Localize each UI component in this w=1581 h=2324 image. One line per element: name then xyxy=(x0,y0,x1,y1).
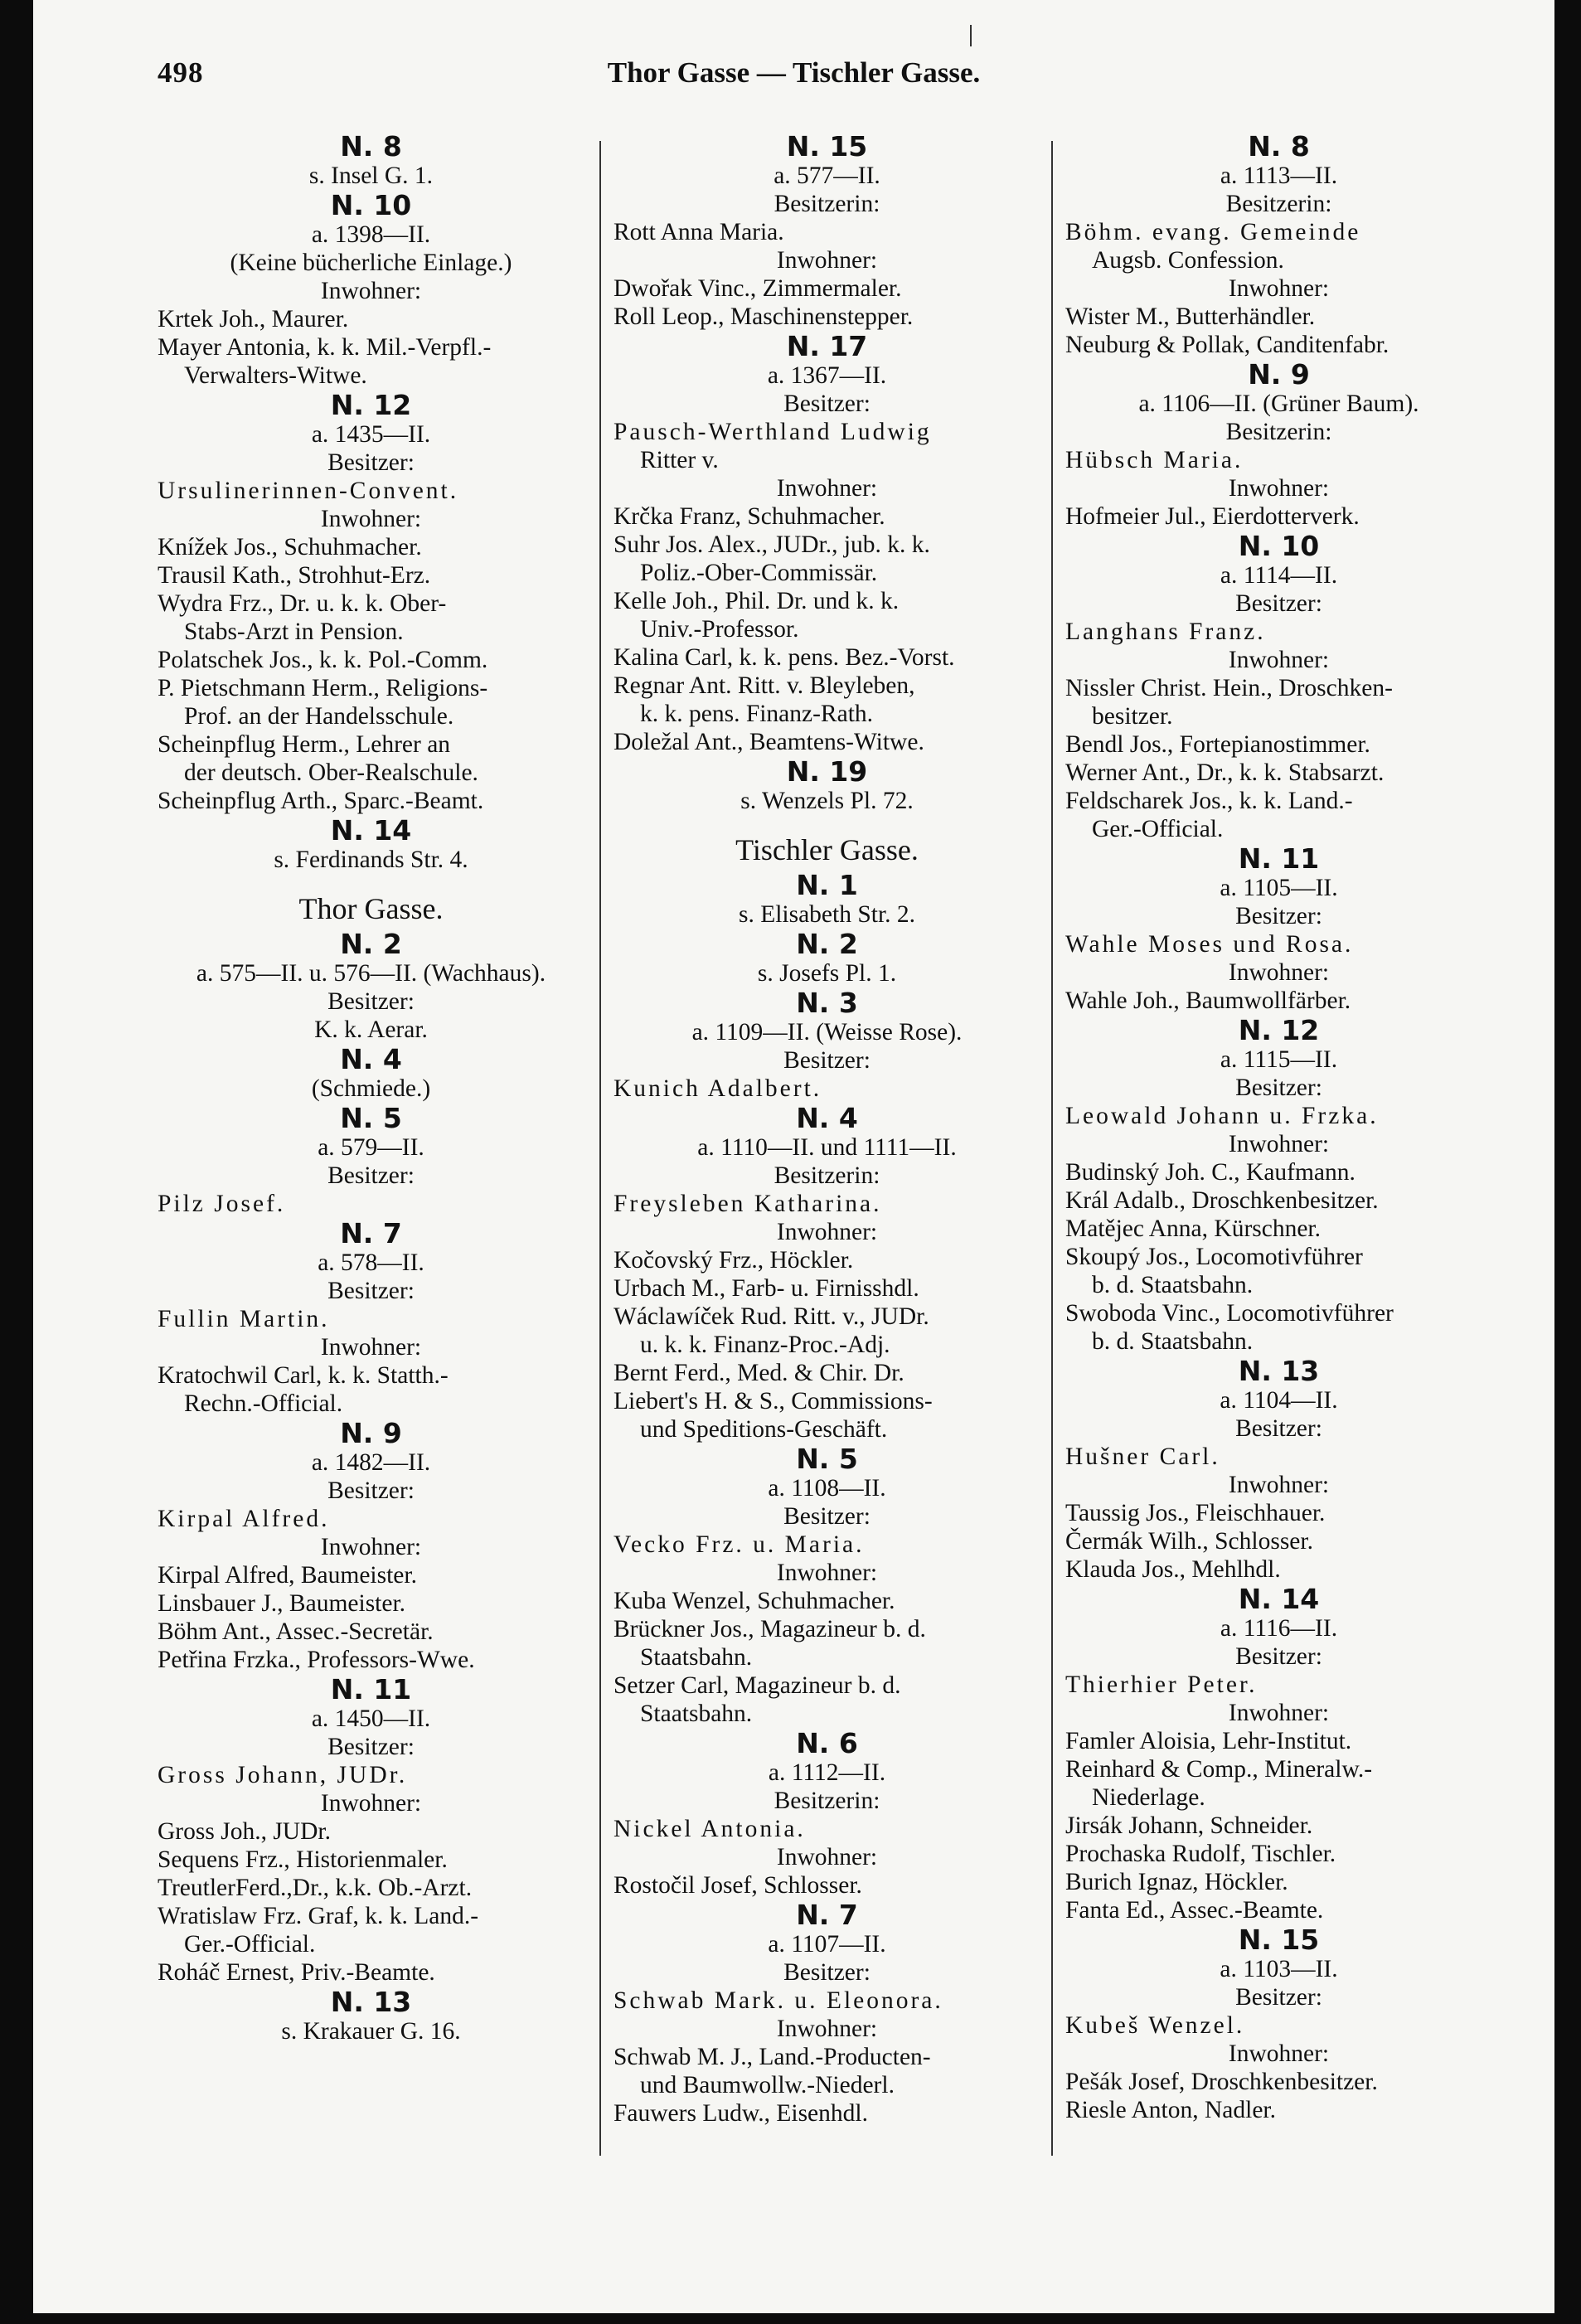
resident-entry: Wydra Frz., Dr. u. k. k. Ober- xyxy=(158,590,447,617)
resident-entry: Regnar Ant. Ritt. v. Bleyleben, xyxy=(613,672,915,699)
address-note: a. 1107—II. xyxy=(768,1931,886,1958)
address-note: a. 1367—II. xyxy=(767,362,887,389)
role-heading: Besitzer: xyxy=(1235,903,1322,929)
resident-entry: Setzer Carl, Magazineur b. d. xyxy=(613,1672,901,1699)
house-number xyxy=(1065,1585,1492,1614)
resident-entry: Klauda Jos., Mehlhdl. xyxy=(1065,1556,1281,1583)
address-note: a. 1105—II. xyxy=(1220,875,1338,901)
column-divider xyxy=(599,141,601,2156)
column-divider xyxy=(1051,141,1053,2156)
house-number-text: N. 3 xyxy=(796,987,858,1019)
house-number xyxy=(1065,842,1492,875)
resident-entry: Dwořak Vinc., Zimmermaler. xyxy=(613,275,902,302)
address-note: s. Elisabeth Str. 2. xyxy=(738,901,916,928)
resident-entry: Čermák Wilh., Schlosser. xyxy=(1065,1528,1313,1555)
resident-entry: Rostočil Josef, Schlosser. xyxy=(613,1872,862,1899)
resident-entry: Riesle Anton, Nadler. xyxy=(1065,2097,1276,2123)
house-number xyxy=(1065,532,1492,561)
owner-name: Kubeš Wenzel. xyxy=(1065,2012,1245,2039)
role-heading: Besitzer: xyxy=(783,1503,871,1530)
owner-name: Gross Johann, JUDr. xyxy=(158,1762,408,1788)
house-number-text: N. 15 xyxy=(1238,1924,1320,1956)
house-number-text: N. 14 xyxy=(1238,1583,1320,1615)
resident-entry: Schwab M. J., Land.-Producten- xyxy=(613,2044,931,2070)
resident-entry: Fauwers Ludw., Eisenhdl. xyxy=(613,2100,868,2127)
running-title: Thor Gasse — Tischler Gasse. xyxy=(607,56,981,89)
entry-continuation: Ger.-Official. xyxy=(1092,816,1224,842)
address-note: s. Wenzels Pl. 72. xyxy=(740,788,914,814)
house-number xyxy=(613,1104,1040,1133)
address-note: a. 1116—II. xyxy=(1220,1615,1338,1642)
role-heading: Besitzer: xyxy=(327,1278,415,1304)
resident-entry: Petřina Frzka., Professors-Wwe. xyxy=(158,1647,475,1673)
resident-entry: Gross Joh., JUDr. xyxy=(158,1818,331,1845)
resident-entry: Skoupý Jos., Locomotivführer xyxy=(1065,1244,1363,1270)
address-note: a. 1398—II. xyxy=(311,221,431,248)
resident-entry: Matějec Anna, Kürschner. xyxy=(1065,1215,1322,1242)
address-note: a. 1109—II. (Weisse Rose). xyxy=(691,1019,963,1046)
column-1 xyxy=(158,131,584,2045)
role-heading: Besitzer: xyxy=(783,391,871,417)
house-number-text: N. 10 xyxy=(1238,530,1320,562)
resident-entry: Wáclawíček Rud. Ritt. v., JUDr. xyxy=(613,1303,929,1330)
owner-name: Kunich Adalbert. xyxy=(613,1075,822,1102)
resident-entry: Linsbauer J., Baumeister. xyxy=(158,1590,406,1617)
role-heading: Inwohner: xyxy=(776,1844,878,1870)
house-number xyxy=(613,1727,1040,1759)
role-heading: Inwohner: xyxy=(320,1790,422,1817)
page-mark xyxy=(970,25,972,46)
house-number xyxy=(613,755,1040,788)
house-number xyxy=(158,930,584,959)
owner-name: Wahle Moses und Rosa. xyxy=(1065,931,1354,958)
house-number-text: N. 11 xyxy=(1238,842,1320,875)
role-heading: Besitzer: xyxy=(1235,1643,1322,1670)
owner-name: Langhans Franz. xyxy=(1065,619,1266,645)
resident-entry: Krtek Joh., Maurer. xyxy=(158,306,349,332)
resident-entry: Werner Ant., Dr., k. k. Stabsarzt. xyxy=(1065,759,1385,786)
role-heading: Inwohner: xyxy=(1228,959,1330,986)
resident-entry: Liebert's H. & S., Commissions- xyxy=(613,1388,933,1414)
entry-continuation: Verwalters-Witwe. xyxy=(184,362,367,389)
role-heading: Besitzer: xyxy=(783,1047,871,1074)
house-number-text: N. 5 xyxy=(340,1102,402,1134)
house-number xyxy=(613,871,1040,900)
role-heading: Besitzer: xyxy=(1235,1075,1322,1101)
owner-name: Pilz Josef. xyxy=(158,1191,286,1217)
resident-entry: Böhm Ant., Assec.-Secretär. xyxy=(158,1618,434,1645)
entry-continuation: Niederlage. xyxy=(1092,1784,1205,1811)
role-heading: Besitzer: xyxy=(1235,1415,1322,1442)
owner-name: Fullin Martin. xyxy=(158,1306,330,1332)
house-number xyxy=(1065,1357,1492,1386)
resident-entry: Kalina Carl, k. k. pens. Bez.-Vorst. xyxy=(613,644,955,671)
house-number-text: N. 9 xyxy=(1248,358,1310,391)
entry-continuation: der deutsch. Ober-Realschule. xyxy=(184,759,478,786)
resident-entry: Mayer Antonia, k. k. Mil.-Verpfl.- xyxy=(158,334,492,361)
house-number xyxy=(613,989,1040,1018)
house-number xyxy=(1065,130,1492,163)
house-number xyxy=(1065,358,1492,391)
resident-entry: Wister M., Butterhändler. xyxy=(1065,303,1316,330)
address-note: a. 578—II. xyxy=(318,1249,424,1276)
entry-continuation: Prof. an der Handelsschule. xyxy=(184,703,454,730)
role-heading: Inwohner: xyxy=(776,247,878,274)
owner-name: Thierhier Peter. xyxy=(1065,1671,1258,1698)
entry-continuation: u. k. k. Finanz-Proc.-Adj. xyxy=(640,1332,890,1358)
house-number xyxy=(158,1043,584,1075)
resident-entry: Neuburg & Pollak, Canditenfabr. xyxy=(1065,332,1389,358)
column-3 xyxy=(1065,131,1492,2124)
house-number-text: N. 4 xyxy=(340,1043,402,1075)
page-header xyxy=(33,56,1554,106)
role-heading: Besitzer: xyxy=(783,1959,871,1986)
address-note: (Schmiede.) xyxy=(311,1075,431,1102)
house-number-text: N. 8 xyxy=(1248,130,1310,163)
address-note: a. 577—II. xyxy=(774,163,880,189)
house-number-text: N. 6 xyxy=(796,1727,858,1759)
house-number xyxy=(613,130,1040,163)
house-number-text: N. 13 xyxy=(330,1986,412,2018)
resident-entry: Wratislaw Frz. Graf, k. k. Land.- xyxy=(158,1903,479,1929)
role-heading: Besitzer: xyxy=(327,449,415,476)
address-note: a. 1112—II. xyxy=(768,1759,886,1786)
role-heading: Inwohner: xyxy=(320,278,422,304)
role-heading: Besitzerin: xyxy=(774,1162,880,1189)
house-number-text: N. 17 xyxy=(786,330,868,362)
resident-entry: Prochaska Rudolf, Tischler. xyxy=(1065,1841,1336,1867)
owner-name: Kirpal Alfred. xyxy=(158,1506,330,1532)
resident-entry: Král Adalb., Droschkenbesitzer. xyxy=(1065,1187,1379,1214)
house-number xyxy=(613,930,1040,959)
house-number-text: N. 11 xyxy=(330,1673,412,1705)
role-heading: Besitzerin: xyxy=(774,191,880,217)
page-number: 498 xyxy=(158,56,204,89)
owner-name: Vecko Frz. u. Maria. xyxy=(613,1531,865,1558)
address-note: a. 1482—II. xyxy=(311,1449,431,1476)
house-number-text: N. 2 xyxy=(796,928,858,960)
role-heading: Besitzerin: xyxy=(1225,419,1332,445)
resident-entry: Sequens Frz., Historienmaler. xyxy=(158,1846,448,1873)
address-note: a. 1115—II. xyxy=(1220,1046,1338,1073)
role-heading: Inwohner: xyxy=(776,1560,878,1586)
address-note: a. 575—II. u. 576—II. (Wachhaus). xyxy=(196,960,546,987)
owner-name: Freysleben Katharina. xyxy=(613,1191,882,1217)
address-note: a. 1450—II. xyxy=(311,1705,431,1732)
resident-entry: P. Pietschmann Herm., Religions- xyxy=(158,675,488,701)
resident-entry: Famler Aloisia, Lehr-Institut. xyxy=(1065,1728,1352,1754)
house-number xyxy=(613,1901,1040,1930)
entry-continuation: Augsb. Confession. xyxy=(1092,247,1284,274)
role-heading: Besitzer: xyxy=(327,1162,415,1189)
resident-entry: Polatschek Jos., k. k. Pol.-Comm. xyxy=(158,647,488,673)
resident-entry: Pešák Josef, Droschkenbesitzer. xyxy=(1065,2069,1378,2095)
role-heading: Inwohner: xyxy=(776,1219,878,1245)
house-number xyxy=(158,189,584,221)
role-heading: Inwohner: xyxy=(1228,2040,1330,2067)
role-heading: Inwohner: xyxy=(776,2016,878,2042)
house-number-text: N. 1 xyxy=(796,869,858,901)
resident-entry: Bendl Jos., Fortepianostimmer. xyxy=(1065,731,1370,758)
house-number-text: N. 13 xyxy=(1238,1355,1320,1387)
entry-continuation: besitzer. xyxy=(1092,703,1173,730)
address-note: s. Krakauer G. 16. xyxy=(281,2018,461,2045)
role-heading: Inwohner: xyxy=(320,1334,422,1361)
street-heading: Thor Gasse. xyxy=(298,892,444,925)
resident-entry: Krčka Franz, Schuhmacher. xyxy=(613,503,885,530)
resident-entry: Nissler Christ. Hein., Droschken- xyxy=(1065,675,1393,701)
address-note: a. 1114—II. xyxy=(1220,562,1338,589)
resident-entry: Taussig Jos., Fleischhauer. xyxy=(1065,1500,1326,1526)
resident-entry: Feldscharek Jos., k. k. Land.- xyxy=(1065,788,1353,814)
resident-entry: Swoboda Vinc., Locomotivführer xyxy=(1065,1300,1394,1327)
role-heading: Besitzerin: xyxy=(1225,191,1332,217)
address-note: a. 1108—II. xyxy=(768,1475,886,1502)
role-heading: Besitzer: xyxy=(327,988,415,1015)
entry-continuation: und Baumwollw.-Niederl. xyxy=(640,2072,895,2098)
role-heading: Besitzerin: xyxy=(774,1788,880,1814)
resident-entry: Fanta Ed., Assec.-Beamte. xyxy=(1065,1897,1324,1924)
directory-page xyxy=(33,0,1554,2313)
house-number-text: N. 7 xyxy=(796,1899,858,1931)
house-number xyxy=(158,814,584,847)
role-heading: Inwohner: xyxy=(320,506,422,532)
house-number-text: N. 8 xyxy=(340,130,402,163)
house-number xyxy=(613,332,1040,361)
role-heading: Inwohner: xyxy=(1228,275,1330,302)
address-note: a. 1103—II. xyxy=(1220,1956,1338,1982)
role-heading: Inwohner: xyxy=(1228,647,1330,673)
house-number xyxy=(158,1419,584,1448)
resident-entry: Kratochwil Carl, k. k. Statth.- xyxy=(158,1362,449,1389)
house-number-text: N. 19 xyxy=(786,755,868,788)
entry-continuation: Univ.-Professor. xyxy=(640,616,799,643)
house-number xyxy=(613,1445,1040,1474)
street-heading: Tischler Gasse. xyxy=(735,833,919,866)
column-2 xyxy=(613,131,1040,2128)
house-number xyxy=(158,1988,584,2017)
entry-continuation: b. d. Staatsbahn. xyxy=(1092,1272,1254,1298)
address-note: s. Insel G. 1. xyxy=(308,163,434,189)
role-heading: Inwohner: xyxy=(1228,1472,1330,1498)
role-heading: Inwohner: xyxy=(1228,475,1330,502)
resident-entry: Bernt Ferd., Med. & Chir. Dr. xyxy=(613,1360,904,1386)
role-heading: Besitzer: xyxy=(327,1734,415,1760)
resident-entry: Reinhard & Comp., Mineralw.- xyxy=(1065,1756,1373,1783)
house-number xyxy=(158,391,584,420)
resident-entry: Rott Anna Maria. xyxy=(613,219,784,245)
resident-entry: Budinský Joh. C., Kaufmann. xyxy=(1065,1159,1355,1186)
resident-entry: Kuba Wenzel, Schuhmacher. xyxy=(613,1588,895,1614)
resident-entry: Wahle Joh., Baumwollfärber. xyxy=(1065,987,1351,1014)
resident-entry: Burich Ignaz, Höckler. xyxy=(1065,1869,1288,1895)
house-number-text: N. 12 xyxy=(1238,1014,1320,1046)
owner-name: Hušner Carl. xyxy=(1065,1443,1220,1470)
entry-continuation: Staatsbahn. xyxy=(640,1701,753,1727)
owner-name: Böhm. evang. Gemeinde xyxy=(1065,219,1361,245)
resident-entry: Scheinpflug Herm., Lehrer an xyxy=(158,731,451,758)
entry-continuation: und Speditions-Geschäft. xyxy=(640,1416,888,1443)
address-note: a. 1110—II. und 1111—II. xyxy=(697,1134,957,1161)
resident-entry: Brückner Jos., Magazineur b. d. xyxy=(613,1616,926,1642)
address-note: a. 1435—II. xyxy=(311,421,431,448)
resident-entry: Kirpal Alfred, Baumeister. xyxy=(158,1562,417,1589)
role-heading: Inwohner: xyxy=(320,1534,422,1560)
role-heading: Besitzer: xyxy=(1235,1984,1322,2011)
entry-continuation: k. k. pens. Finanz-Rath. xyxy=(640,701,874,727)
resident-entry: TreutlerFerd.,Dr., k.k. Ob.-Arzt. xyxy=(158,1875,473,1901)
house-number-text: N. 2 xyxy=(340,928,402,960)
house-number xyxy=(158,1104,584,1133)
address-note: a. 579—II. xyxy=(318,1134,424,1161)
house-number xyxy=(1065,1926,1492,1955)
house-number-text: N. 5 xyxy=(796,1443,858,1475)
resident-entry: Trausil Kath., Strohhut-Erz. xyxy=(158,562,431,589)
role-heading: Inwohner: xyxy=(1228,1700,1330,1726)
address-note: (Keine bücherliche Einlage.) xyxy=(230,250,512,276)
entry-continuation: Poliz.-Ober-Commissär. xyxy=(640,560,878,586)
house-number xyxy=(158,1217,584,1249)
resident-entry: Scheinpflug Arth., Sparc.-Beamt. xyxy=(158,788,484,814)
address-note: s. Ferdinands Str. 4. xyxy=(274,847,468,873)
entry-continuation: Ritter v. xyxy=(640,447,719,473)
owner-name: Hübsch Maria. xyxy=(1065,447,1244,473)
entry-continuation: Rechn.-Official. xyxy=(184,1390,343,1417)
resident-entry: Doležal Ant., Beamtens-Witwe. xyxy=(613,729,924,755)
entry-continuation: b. d. Staatsbahn. xyxy=(1092,1328,1254,1355)
address-note: a. 1113—II. xyxy=(1220,163,1338,189)
role-heading: Inwohner: xyxy=(776,475,878,502)
house-number-text: N. 14 xyxy=(330,814,412,847)
resident-entry: Roháč Ernest, Priv.-Beamte. xyxy=(158,1959,435,1986)
resident-entry: Suhr Jos. Alex., JUDr., jub. k. k. xyxy=(613,531,930,558)
house-number-text: N. 15 xyxy=(786,130,868,163)
owner-name: Leowald Johann u. Frzka. xyxy=(1065,1103,1379,1129)
address-note: a. 1104—II. xyxy=(1220,1387,1338,1414)
house-number-text: N. 9 xyxy=(340,1417,402,1449)
address-note: K. k. Aerar. xyxy=(314,1016,428,1043)
address-note: a. 1106—II. (Grüner Baum). xyxy=(1138,391,1419,417)
resident-entry: Jirsák Johann, Schneider. xyxy=(1065,1812,1313,1839)
owner-name: Ursulinerinnen-Convent. xyxy=(158,478,459,504)
role-heading: Besitzer: xyxy=(327,1477,415,1504)
house-number-text: N. 7 xyxy=(340,1217,402,1249)
entry-continuation: Stabs-Arzt in Pension. xyxy=(184,619,404,645)
house-number-text: N. 12 xyxy=(330,389,412,421)
owner-name: Pausch-Werthland Ludwig xyxy=(613,419,932,445)
resident-entry: Roll Leop., Maschinenstepper. xyxy=(613,303,914,330)
house-number xyxy=(158,130,584,163)
entry-continuation: Ger.-Official. xyxy=(184,1931,316,1958)
house-number-text: N. 10 xyxy=(330,189,412,221)
entry-continuation: Staatsbahn. xyxy=(640,1644,753,1671)
resident-entry: Knížek Jos., Schuhmacher. xyxy=(158,534,422,560)
resident-entry: Urbach M., Farb- u. Firnisshdl. xyxy=(613,1275,919,1302)
role-heading: Inwohner: xyxy=(1228,1131,1330,1157)
owner-name: Schwab Mark. u. Eleonora. xyxy=(613,1987,943,2014)
address-note: s. Josefs Pl. 1. xyxy=(757,960,897,987)
resident-entry: Kelle Joh., Phil. Dr. und k. k. xyxy=(613,588,900,614)
role-heading: Besitzer: xyxy=(1235,590,1322,617)
resident-entry: Hofmeier Jul., Eierdotterverk. xyxy=(1065,503,1360,530)
house-number-text: N. 4 xyxy=(796,1102,858,1134)
house-number xyxy=(1065,1016,1492,1046)
owner-name: Nickel Antonia. xyxy=(613,1816,806,1842)
house-number xyxy=(158,1673,584,1705)
resident-entry: Kočovský Frz., Höckler. xyxy=(613,1247,854,1274)
